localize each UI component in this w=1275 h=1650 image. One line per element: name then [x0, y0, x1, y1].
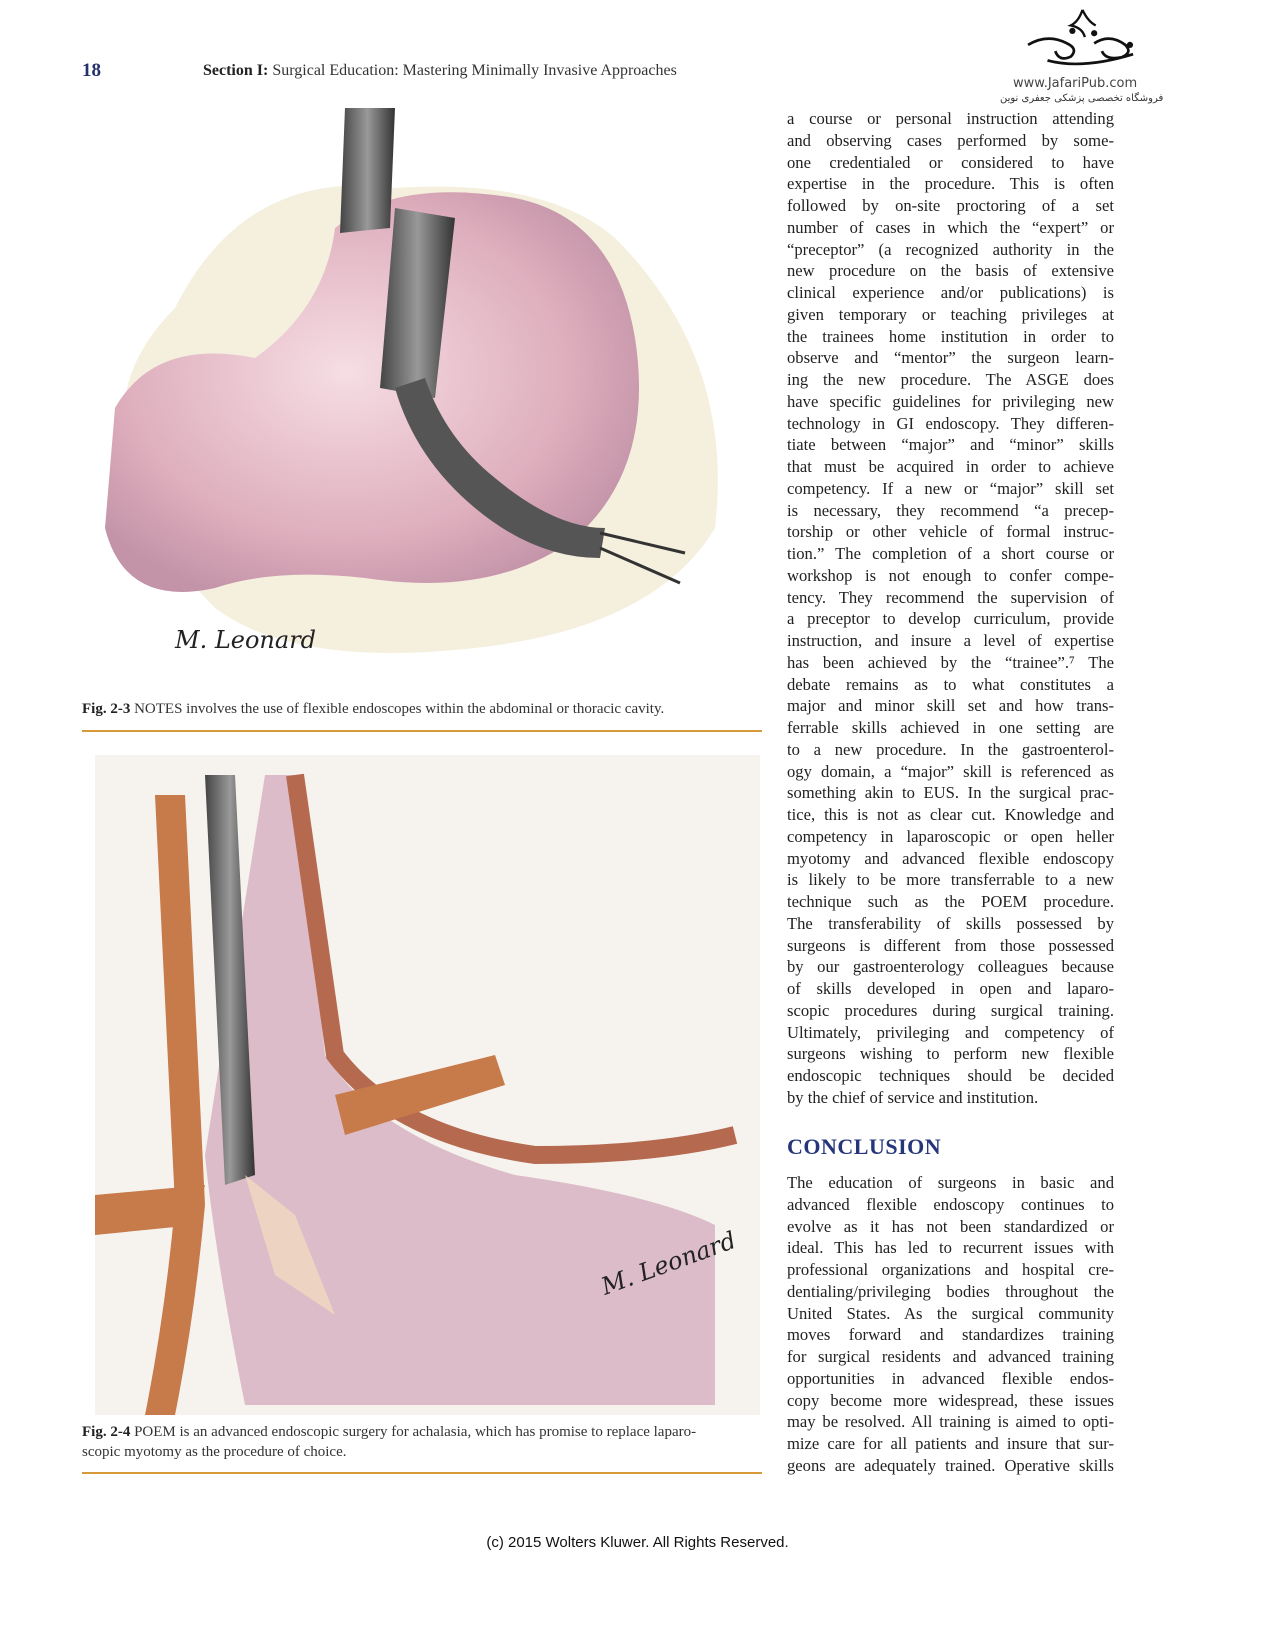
- text-line: is likely to be more transferrable to a new: [787, 870, 1114, 890]
- text-line: “preceptor” (a recognized authority in the: [787, 239, 1114, 259]
- text-line: of skills developed in open and laparo-: [787, 979, 1114, 998]
- artist-signature: M. Leonard: [597, 1226, 740, 1301]
- text-line: Ultimately, privileging and competency of: [787, 1022, 1114, 1042]
- text-line: the trainees home institution in order to: [787, 326, 1114, 346]
- caption-text: POEM is an advanced endoscopic surgery for achalasia, which has promise to replace laparo-: [134, 1424, 697, 1440]
- text-line: The education of surgeons in basic and: [787, 1173, 1114, 1192]
- text-line: competency in laparoscopic or open heller: [787, 826, 1114, 846]
- text-line: a course or personal instruction attending: [787, 109, 1114, 128]
- watermark-subtitle: فروشگاه تخصصی پزشکی جعفری نوین: [1000, 93, 1164, 104]
- section-heading-conclusion: CONCLUSION: [787, 1134, 942, 1159]
- text-line: that must be acquired in order to achieve: [787, 457, 1114, 476]
- caption-rule: [82, 1472, 762, 1474]
- text-line: opportunities in advanced flexible endos-: [787, 1368, 1114, 1388]
- caption-text: scopic myotomy as the procedure of choice.: [82, 1444, 347, 1460]
- text-line: competency. If a new or “major” skill set: [787, 478, 1114, 498]
- section-title: Surgical Education: Mastering Minimally Invasive Approaches: [272, 62, 677, 79]
- publisher-logo: [1020, 6, 1145, 76]
- figure-2-3-caption: [82, 699, 762, 719]
- figure-2-4-caption: [82, 1422, 762, 1462]
- text-line: torship or other vehicle of formal instruc-: [787, 522, 1114, 542]
- body-text-column: [787, 108, 1114, 1109]
- figure-label: Fig. 2-3: [82, 701, 131, 717]
- text-line: observe and “mentor” the surgeon learn-: [787, 348, 1114, 368]
- text-line: expertise in the procedure. This is often: [787, 174, 1114, 194]
- section-label: Section I:: [203, 62, 269, 79]
- text-line: surgeons is different from those possessed: [787, 935, 1114, 955]
- text-line: professional organizations and hospital cre-: [787, 1260, 1114, 1279]
- text-line: scopic procedures during surgical training.: [787, 1000, 1114, 1020]
- text-line: for surgical residents and advanced training: [787, 1347, 1114, 1366]
- text-line: workshop is not enough to confer compe-: [787, 565, 1114, 585]
- text-line: advanced flexible endoscopy continues to: [787, 1194, 1114, 1214]
- copyright-footer: (c) 2015 Wolters Kluwer. All Rights Reserved.: [486, 1534, 789, 1551]
- text-line: and observing cases performed by some-: [787, 130, 1114, 150]
- text-line: United States. As the surgical community: [787, 1303, 1114, 1323]
- figure-2-4-illustration: [95, 755, 760, 1415]
- text-line: ferrable skills achieved in one setting are: [787, 718, 1114, 737]
- conclusion-text: [787, 1172, 1114, 1477]
- artist-signature: M. Leonard: [175, 626, 317, 654]
- caption-rule: [82, 730, 762, 732]
- text-line: ing the new procedure. The ASGE does: [787, 370, 1114, 389]
- text-line: mize care for all patients and insure that sur-: [787, 1434, 1114, 1453]
- text-line: a preceptor to develop curriculum, provide: [787, 609, 1114, 629]
- text-line: may be resolved. All training is aimed to opti-: [787, 1412, 1114, 1432]
- text-line: clinical experience and/or publications) is: [787, 283, 1114, 302]
- text-line: technology in GI endoscopy. They differen-: [787, 413, 1114, 433]
- text-line: have specific guidelines for privileging new: [787, 391, 1114, 411]
- text-line: is necessary, they recommend “a precep-: [787, 500, 1114, 520]
- caption-text: NOTES involves the use of flexible endoscopes within the abdominal or thoracic cavity.: [134, 701, 665, 717]
- text-line: evolve as it has not been standardized or: [787, 1216, 1114, 1236]
- text-line: tiate between “major” and “minor” skills: [787, 435, 1114, 455]
- text-line: ogy domain, a “major” skill is referenced as: [787, 761, 1114, 781]
- text-line: dentialing/privileging bodies throughout the: [787, 1281, 1114, 1301]
- text-line: technique such as the POEM procedure.: [787, 892, 1114, 911]
- text-line: by our gastroenterology colleagues because: [787, 957, 1114, 977]
- figure-2-3-illustration: [95, 108, 760, 693]
- text-line: to a new procedure. In the gastroenterol-: [787, 739, 1114, 759]
- text-line: The transferability of skills possessed by: [787, 913, 1114, 933]
- text-line: by the chief of service and institution.: [787, 1087, 1039, 1107]
- text-line: tice, this is not as clear cut. Knowledge and: [787, 805, 1114, 824]
- text-line: major and minor skill set and how trans-: [787, 696, 1114, 716]
- text-line: tency. They recommend the supervision of: [787, 587, 1114, 607]
- text-line: endoscopic techniques should be decided: [787, 1066, 1114, 1085]
- text-line: instruction, and insure a level of expertise: [787, 631, 1114, 650]
- text-line: debate remains as to what constitutes a: [787, 674, 1114, 694]
- figure-label: Fig. 2-4: [82, 1424, 131, 1440]
- text-line: number of cases in which the “expert” or: [787, 217, 1114, 237]
- text-line: surgeons wishing to perform new flexible: [787, 1044, 1114, 1064]
- text-line: myotomy and advanced flexible endoscopy: [787, 848, 1114, 868]
- watermark-url: www.JafariPub.com: [1013, 76, 1138, 91]
- text-line: copy become more widespread, these issues: [787, 1390, 1114, 1410]
- text-line: ideal. This has led to recurrent issues with: [787, 1238, 1114, 1258]
- text-line: moves forward and standardizes training: [787, 1325, 1114, 1345]
- text-line: given temporary or teaching privileges at: [787, 304, 1114, 324]
- text-line: followed by on-site proctoring of a set: [787, 196, 1114, 215]
- page-number: 18: [82, 60, 101, 81]
- text-line: has been achieved by the “trainee”.⁷ The: [787, 652, 1114, 672]
- text-line: new procedure on the basis of extensive: [787, 261, 1114, 281]
- text-line: one credentialed or considered to have: [787, 152, 1114, 172]
- text-line: something akin to EUS. In the surgical prac-: [787, 783, 1114, 803]
- text-line: tion.” The completion of a short course or: [787, 544, 1114, 563]
- running-header: [203, 62, 677, 80]
- text-line: geons are adequately trained. Operative skills: [787, 1455, 1114, 1475]
